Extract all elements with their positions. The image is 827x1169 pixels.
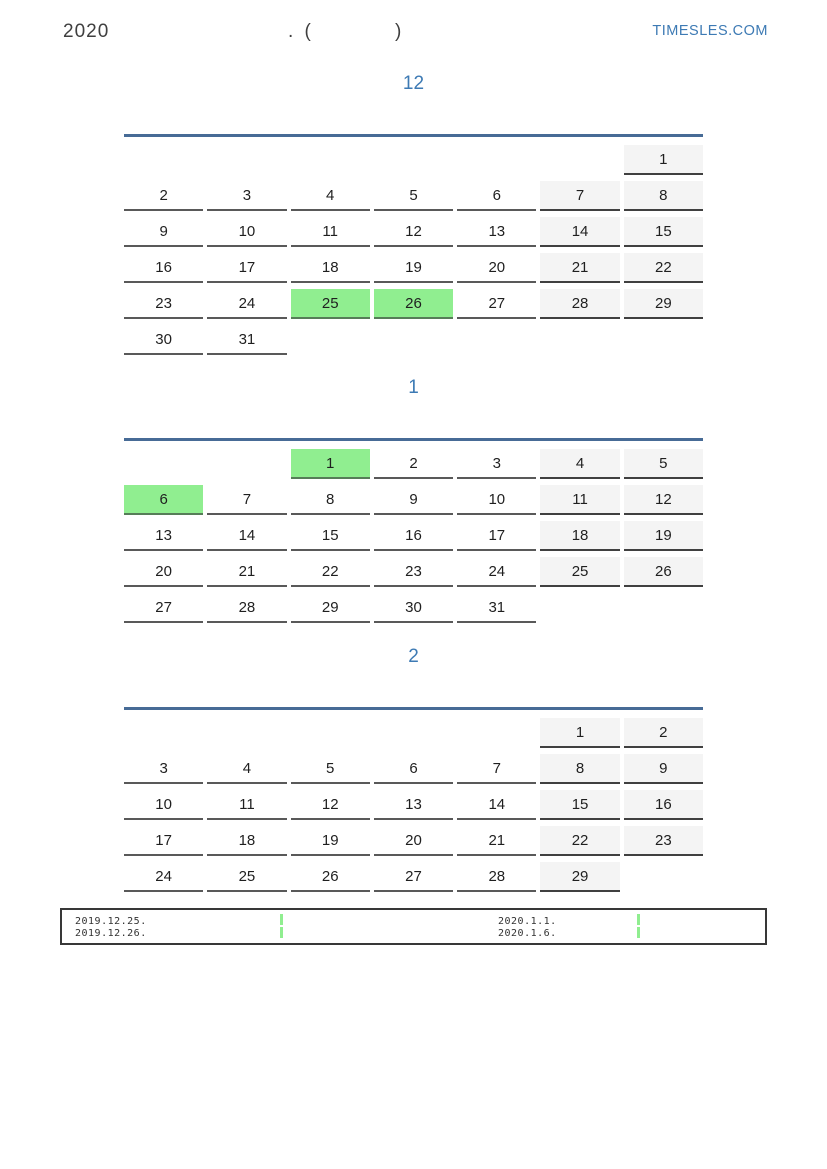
holiday-marker: [637, 914, 640, 925]
day-cell: 7: [457, 754, 536, 784]
day-cell: 5: [291, 754, 370, 784]
day-cell: 14: [207, 521, 286, 551]
day-cell: 27: [124, 593, 203, 623]
day-cell: 1: [540, 718, 619, 748]
day-cell: 20: [124, 557, 203, 587]
day-cell: 18: [291, 253, 370, 283]
day-cell: 8: [540, 754, 619, 784]
day-cell: 8: [291, 485, 370, 515]
day-cell: 20: [457, 253, 536, 283]
day-cell: 17: [207, 253, 286, 283]
day-cell: 8: [624, 181, 703, 211]
month-label-december: 12: [402, 73, 425, 94]
day-cell: 23: [624, 826, 703, 856]
day-cell: 31: [207, 325, 286, 355]
day-cell: 6: [457, 181, 536, 211]
day-cell: 26: [374, 289, 453, 319]
day-cell: 25: [207, 862, 286, 892]
day-cell: 17: [124, 826, 203, 856]
page-title-close-paren: ): [395, 21, 402, 42]
day-cell: 21: [540, 253, 619, 283]
day-cell: 11: [540, 485, 619, 515]
empty-cell: [457, 145, 536, 173]
empty-cell: [374, 145, 453, 173]
day-cell: 3: [207, 181, 286, 211]
day-cell: 21: [457, 826, 536, 856]
empty-cell: [207, 718, 286, 746]
day-cell: 16: [624, 790, 703, 820]
day-cell: 1: [291, 449, 370, 479]
day-cell: 15: [624, 217, 703, 247]
day-cell: 30: [124, 325, 203, 355]
empty-cell: [124, 449, 203, 477]
day-cell: 19: [291, 826, 370, 856]
page-title-fragment: . (: [288, 21, 314, 42]
legend-date: 2019.12.25.: [75, 916, 147, 927]
day-cell: 18: [207, 826, 286, 856]
day-cell: 11: [207, 790, 286, 820]
holiday-marker: [280, 914, 283, 925]
empty-cell: [457, 325, 536, 353]
day-cell: 10: [207, 217, 286, 247]
day-cell: 15: [540, 790, 619, 820]
day-cell: 26: [291, 862, 370, 892]
day-cell: 5: [624, 449, 703, 479]
day-cell: 9: [374, 485, 453, 515]
day-cell: 28: [540, 289, 619, 319]
holiday-marker: [637, 927, 640, 938]
day-cell: 12: [291, 790, 370, 820]
empty-cell: [291, 145, 370, 173]
day-cell: 24: [457, 557, 536, 587]
day-cell: 30: [374, 593, 453, 623]
calendar-grid-december: [124, 134, 703, 355]
empty-cell: [207, 449, 286, 477]
day-cell: 24: [207, 289, 286, 319]
day-cell: 6: [124, 485, 203, 515]
empty-cell: [291, 718, 370, 746]
empty-cell: [540, 145, 619, 173]
day-cell: 4: [540, 449, 619, 479]
day-cell: 25: [291, 289, 370, 319]
empty-cell: [624, 593, 703, 621]
site-link[interactable]: TIMESLES.COM: [652, 23, 768, 39]
calendar-month-february: [124, 645, 703, 892]
day-cell: 15: [291, 521, 370, 551]
day-cell: 7: [540, 181, 619, 211]
day-cell: 28: [457, 862, 536, 892]
day-cell: 3: [124, 754, 203, 784]
day-cell: 4: [291, 181, 370, 211]
day-cell: 27: [457, 289, 536, 319]
day-cell: 2: [624, 718, 703, 748]
day-cell: 2: [374, 449, 453, 479]
day-cell: 13: [374, 790, 453, 820]
legend-date: 2020.1.1.: [498, 916, 557, 927]
day-cell: 19: [624, 521, 703, 551]
day-cell: 10: [457, 485, 536, 515]
empty-cell: [457, 718, 536, 746]
day-cell: 17: [457, 521, 536, 551]
empty-cell: [540, 593, 619, 621]
empty-cell: [624, 325, 703, 353]
day-cell: 26: [624, 557, 703, 587]
day-cell: 25: [540, 557, 619, 587]
empty-cell: [124, 145, 203, 173]
day-cell: 23: [374, 557, 453, 587]
day-cell: 10: [124, 790, 203, 820]
day-cell: 23: [124, 289, 203, 319]
day-cell: 6: [374, 754, 453, 784]
month-label-february: 2: [408, 646, 419, 667]
day-cell: 18: [540, 521, 619, 551]
legend-date: 2020.1.6.: [498, 928, 557, 939]
holiday-legend: [60, 908, 767, 945]
day-cell: 7: [207, 485, 286, 515]
empty-cell: [374, 325, 453, 353]
calendar-grid-january: [124, 438, 703, 623]
day-cell: 29: [624, 289, 703, 319]
day-cell: 13: [124, 521, 203, 551]
calendar-month-january: [124, 376, 703, 623]
day-cell: 12: [624, 485, 703, 515]
day-cell: 1: [624, 145, 703, 175]
empty-cell: [207, 145, 286, 173]
day-cell: 13: [457, 217, 536, 247]
day-cell: 29: [540, 862, 619, 892]
day-cell: 24: [124, 862, 203, 892]
day-cell: 20: [374, 826, 453, 856]
empty-cell: [374, 718, 453, 746]
day-cell: 12: [374, 217, 453, 247]
day-cell: 16: [124, 253, 203, 283]
month-label-january: 1: [408, 377, 419, 398]
day-cell: 14: [457, 790, 536, 820]
day-cell: 9: [624, 754, 703, 784]
empty-cell: [124, 718, 203, 746]
day-cell: 21: [207, 557, 286, 587]
page-title-year: 2020: [63, 21, 110, 42]
day-cell: 4: [207, 754, 286, 784]
day-cell: 22: [540, 826, 619, 856]
day-cell: 5: [374, 181, 453, 211]
day-cell: 28: [207, 593, 286, 623]
legend-date: 2019.12.26.: [75, 928, 147, 939]
day-cell: 11: [291, 217, 370, 247]
empty-cell: [291, 325, 370, 353]
calendar-grid-february: [124, 707, 703, 892]
day-cell: 14: [540, 217, 619, 247]
day-cell: 19: [374, 253, 453, 283]
empty-cell: [540, 325, 619, 353]
day-cell: 27: [374, 862, 453, 892]
day-cell: 3: [457, 449, 536, 479]
day-cell: 31: [457, 593, 536, 623]
day-cell: 16: [374, 521, 453, 551]
holiday-marker: [280, 927, 283, 938]
day-cell: 2: [124, 181, 203, 211]
day-cell: 22: [291, 557, 370, 587]
day-cell: 22: [624, 253, 703, 283]
calendar-month-december: [124, 72, 703, 355]
empty-cell: [624, 862, 703, 890]
day-cell: 29: [291, 593, 370, 623]
day-cell: 9: [124, 217, 203, 247]
